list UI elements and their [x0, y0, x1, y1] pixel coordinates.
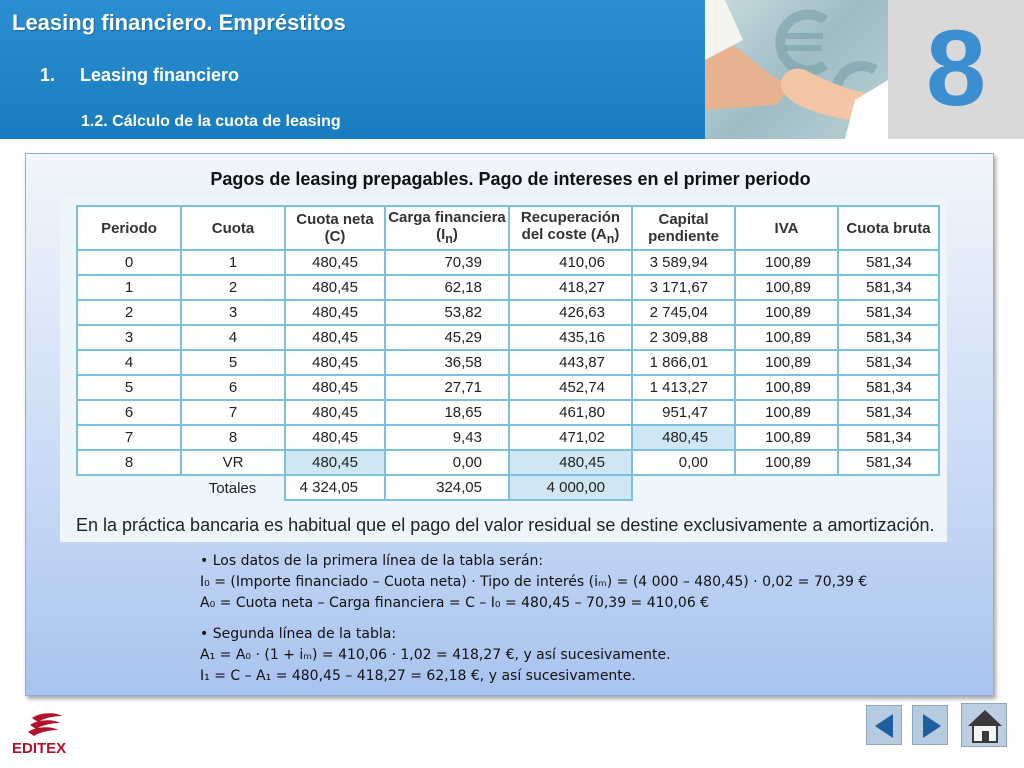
cell-capital-highlight: 480,45: [632, 425, 735, 450]
col-carga-financiera: Carga financiera $(I_n)$: [385, 206, 509, 250]
cell-recuperacion: 461,80: [509, 400, 632, 425]
col-capital-pendiente: Capital pendiente: [632, 206, 735, 250]
cell-cuota-bruta: 581,34: [838, 450, 939, 475]
col-recuperacion-sub: n: [606, 231, 615, 246]
cell-carga: 0,00: [385, 450, 509, 475]
totals-row: [77, 475, 939, 500]
cell-cuota: 3: [181, 300, 285, 325]
table-row: [77, 375, 939, 400]
cell-periodo: 7: [77, 425, 181, 450]
explanation-notes: [200, 551, 867, 687]
total-cuota-neta: 4 324,05: [285, 475, 385, 500]
note-line: • Los datos de la primera línea de la tabla serán:: [200, 553, 544, 569]
table-row: [77, 425, 939, 450]
cell-recuperacion-highlight: 480,45: [509, 450, 632, 475]
section-label: Leasing financiero: [80, 65, 240, 85]
panel-title: Pagos de leasing prepagables. Pago de intereses en el primer periodo: [210, 169, 811, 189]
cell-periodo: 8: [77, 450, 181, 475]
note-line: I₁ = C – A₁ = 480,45 – 418,27 = 62,18 €, y así sucesivamente.: [200, 668, 636, 684]
total-carga: 324,05: [385, 475, 509, 500]
home-button[interactable]: [961, 703, 1007, 747]
cell-iva: 100,89: [735, 275, 838, 300]
cell-carga: 70,39: [385, 250, 509, 275]
cell-carga: 53,82: [385, 300, 509, 325]
leasing-table: [76, 205, 940, 501]
cell-cuota-bruta: 581,34: [838, 400, 939, 425]
cell-periodo: 5: [77, 375, 181, 400]
cell-cuota-neta: 480,45: [285, 375, 385, 400]
editex-logo-text: EDITEX: [12, 740, 67, 757]
col-carga-sub: n: [445, 231, 453, 246]
main-title: Leasing financiero. Empréstitos: [12, 10, 346, 35]
table-row: [77, 250, 939, 275]
cell-cuota-neta: 480,45: [285, 300, 385, 325]
cell-capital: 0,00: [632, 450, 735, 475]
note-line: A₀ = Cuota neta – Carga financiera = C – I₀ = 480,45 – 70,39 = 410,06 €: [200, 595, 710, 611]
table-row: [77, 275, 939, 300]
cell-capital: 2 745,04: [632, 300, 735, 325]
cell-capital: 3 171,67: [632, 275, 735, 300]
col-recuperacion: Recuperación del coste $(A_n)$: [509, 206, 632, 250]
cell-recuperacion: 426,63: [509, 300, 632, 325]
handshake-photo: [705, 0, 888, 139]
cell-periodo: 4: [77, 350, 181, 375]
note-line: • Segunda línea de la tabla:: [200, 626, 397, 642]
next-arrow-icon: [913, 706, 949, 746]
cell-iva: 100,89: [735, 450, 838, 475]
cell-iva: 100,89: [735, 325, 838, 350]
cell-cuota: VR: [181, 450, 285, 475]
cell-cuota: 2: [181, 275, 285, 300]
subsection-title: 1.2. Cálculo de la cuota de leasing: [81, 113, 341, 130]
cell-carga: 36,58: [385, 350, 509, 375]
table-row: [77, 400, 939, 425]
col-iva: IVA: [735, 206, 838, 250]
cell-iva: 100,89: [735, 425, 838, 450]
cell-carga: 27,71: [385, 375, 509, 400]
cell-capital: 3 589,94: [632, 250, 735, 275]
col-cuota-neta-label: Cuota neta (C): [296, 211, 374, 245]
note-line: I₀ = (Importe financiado – Cuota neta) · Tipo de interés (iₘ) = (4 000 – 480,45) · 0,02 = 70,39 €: [200, 574, 868, 590]
cell-cuota-bruta: 581,34: [838, 275, 939, 300]
table-row: [77, 450, 939, 475]
cell-cuota: 5: [181, 350, 285, 375]
cell-cuota-neta: 480,45: [285, 275, 385, 300]
cell-cuota-neta: 480,45: [285, 400, 385, 425]
cell-capital: 1 866,01: [632, 350, 735, 375]
table-note: En la práctica bancaria es habitual que el pago del valor residual se destine exclusivamente a amortización.: [76, 515, 935, 535]
cell-iva: 100,89: [735, 250, 838, 275]
cell-iva: 100,89: [735, 375, 838, 400]
table-row: [77, 300, 939, 325]
handshake-euro-image: [705, 0, 888, 139]
cell-cuota: 1: [181, 250, 285, 275]
note-line: A₁ = A₀ · (1 + iₘ) = 410,06 · 1,02 = 418,27 €, y así sucesivamente.: [200, 647, 671, 663]
section-number: 1.: [40, 65, 56, 85]
total-recuperacion: 4 000,00: [509, 475, 632, 500]
cell-recuperacion: 410,06: [509, 250, 632, 275]
col-cuota-bruta: Cuota bruta: [838, 206, 939, 250]
cell-periodo: 6: [77, 400, 181, 425]
cell-cuota: 4: [181, 325, 285, 350]
cell-cuota-neta-highlight: 480,45: [285, 450, 385, 475]
cell-carga: 45,29: [385, 325, 509, 350]
cell-capital: 2 309,88: [632, 325, 735, 350]
table-row: [77, 350, 939, 375]
cell-cuota-bruta: 581,34: [838, 425, 939, 450]
home-icon: [962, 704, 1008, 748]
cell-cuota-bruta: 581,34: [838, 300, 939, 325]
col-carga-label: Carga financiera (I: [388, 208, 506, 243]
cell-cuota-neta: 480,45: [285, 425, 385, 450]
col-cuota-neta: [285, 206, 385, 250]
totals-label: Totales: [208, 479, 257, 497]
col-cuota: Cuota: [181, 206, 285, 250]
prev-button[interactable]: [866, 705, 902, 745]
cell-cuota-neta: 480,45: [285, 250, 385, 275]
cell-iva: 100,89: [735, 400, 838, 425]
cell-periodo: 1: [77, 275, 181, 300]
cell-cuota-neta: 480,45: [285, 350, 385, 375]
cell-periodo: 0: [77, 250, 181, 275]
cell-cuota-neta: 480,45: [285, 325, 385, 350]
cell-recuperacion: 452,74: [509, 375, 632, 400]
cell-cuota: 8: [181, 425, 285, 450]
cell-cuota: 7: [181, 400, 285, 425]
col-periodo: Periodo: [77, 206, 181, 250]
cell-capital: 1 413,27: [632, 375, 735, 400]
cell-capital: 951,47: [632, 400, 735, 425]
cell-iva: 100,89: [735, 350, 838, 375]
chapter-box: [888, 0, 1024, 139]
table-header-row: [77, 206, 939, 250]
cell-cuota-bruta: 581,34: [838, 350, 939, 375]
cell-cuota: 6: [181, 375, 285, 400]
chapter-number: 8: [925, 7, 987, 128]
cell-carga: 62,18: [385, 275, 509, 300]
cell-cuota-bruta: 581,34: [838, 250, 939, 275]
cell-cuota-bruta: 581,34: [838, 375, 939, 400]
prev-arrow-icon: [867, 706, 903, 746]
cell-recuperacion: 443,87: [509, 350, 632, 375]
cell-carga: 18,65: [385, 400, 509, 425]
cell-recuperacion: 418,27: [509, 275, 632, 300]
cell-recuperacion: 471,02: [509, 425, 632, 450]
cell-recuperacion: 435,16: [509, 325, 632, 350]
cell-cuota-bruta: 581,34: [838, 325, 939, 350]
next-button[interactable]: [912, 705, 948, 745]
cell-periodo: 3: [77, 325, 181, 350]
cell-iva: 100,89: [735, 300, 838, 325]
cell-periodo: 2: [77, 300, 181, 325]
col-recuperacion-label: Recuperación del coste (A: [520, 208, 621, 243]
section-title: [40, 65, 239, 86]
cell-carga: 9,43: [385, 425, 509, 450]
table-row: [77, 325, 939, 350]
